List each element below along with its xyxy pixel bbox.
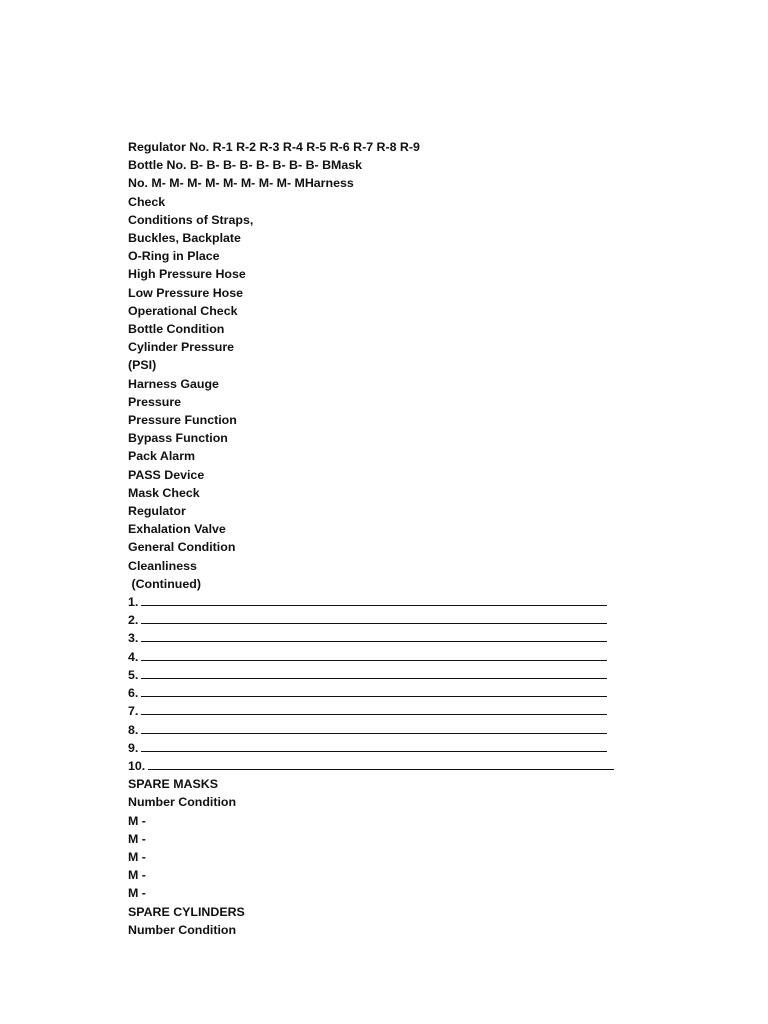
blank-line-item (128, 757, 648, 775)
cylinder-pressure-label: Cylinder Pressure (128, 340, 235, 355)
o-ring-label: O-Ring in Place (128, 249, 220, 264)
blank-line-item (128, 648, 648, 666)
bottle-numbers-line: Bottle No. B- B- B- B- B- B- B- B- BMask (128, 158, 363, 173)
blank-line-item (128, 739, 648, 757)
spare-masks-header: Number Condition (128, 795, 237, 810)
bypass-function-label: Bypass Function (128, 431, 228, 446)
spare-cylinders-section (128, 903, 648, 939)
blank-line-item (128, 629, 648, 647)
fill-in-blank[interactable] (141, 721, 607, 734)
fill-in-blank[interactable] (141, 611, 607, 624)
line-number: 4. (128, 649, 139, 664)
fill-in-blank[interactable] (141, 702, 607, 715)
check-label: Check (128, 194, 166, 209)
fill-in-blank[interactable] (141, 629, 607, 642)
checklist-block (128, 138, 648, 593)
document-page (128, 138, 648, 939)
spare-masks-title: SPARE MASKS (128, 777, 218, 792)
pressure-label: Pressure (128, 394, 182, 409)
continued-label: (Continued) (128, 576, 201, 591)
spare-mask-row: M - (128, 886, 146, 901)
blank-line-item (128, 721, 648, 739)
fill-in-blank[interactable] (141, 666, 607, 679)
mask-check-label: Mask Check (128, 485, 200, 500)
line-number: 3. (128, 631, 139, 646)
fill-in-blank[interactable] (141, 593, 607, 606)
regulator-numbers-line: Regulator No. R-1 R-2 R-3 R-4 R-5 R-6 R-7 R-8 R-9 (128, 140, 420, 154)
harness-gauge-label: Harness Gauge (128, 376, 219, 391)
spare-mask-row: M - (128, 831, 146, 846)
spare-mask-row: M - (128, 868, 146, 883)
fill-in-blank[interactable] (141, 648, 607, 661)
fill-in-blank[interactable] (148, 757, 614, 770)
high-pressure-hose-label: High Pressure Hose (128, 267, 246, 282)
operational-check-label: Operational Check (128, 303, 238, 318)
buckles-backplate-label: Buckles, Backplate (128, 231, 241, 246)
spare-mask-row: M - (128, 813, 146, 828)
blank-line-item (128, 666, 648, 684)
fill-in-blank[interactable] (141, 739, 607, 752)
mask-numbers-line: No. M- M- M- M- M- M- M- M- MHarness (128, 176, 354, 191)
bottle-condition-label: Bottle Condition (128, 322, 225, 337)
spare-cylinders-header: Number Condition (128, 922, 237, 937)
line-number: 2. (128, 613, 139, 628)
pack-alarm-label: Pack Alarm (128, 449, 196, 464)
spare-mask-row: M - (128, 849, 146, 864)
blank-line-item (128, 593, 648, 611)
line-number: 1. (128, 595, 139, 610)
general-condition-label: General Condition (128, 540, 236, 555)
line-number: 7. (128, 704, 139, 719)
line-number: 5. (128, 667, 139, 682)
blank-line-item (128, 684, 648, 702)
pass-device-label: PASS Device (128, 467, 205, 482)
psi-label: (PSI) (128, 358, 157, 373)
line-number: 10. (128, 758, 146, 773)
low-pressure-hose-label: Low Pressure Hose (128, 285, 244, 300)
blank-line-item (128, 611, 648, 629)
regulator-label: Regulator (128, 504, 186, 519)
cleanliness-label: Cleanliness (128, 558, 197, 573)
spare-masks-section (128, 775, 648, 902)
line-number: 6. (128, 686, 139, 701)
spare-cylinders-title: SPARE CYLINDERS (128, 904, 245, 919)
straps-condition-label: Conditions of Straps, (128, 212, 254, 227)
blank-line-item (128, 702, 648, 720)
line-number: 9. (128, 740, 139, 755)
exhalation-valve-label: Exhalation Valve (128, 522, 226, 537)
numbered-blank-lines (128, 593, 648, 775)
pressure-function-label: Pressure Function (128, 413, 237, 428)
fill-in-blank[interactable] (141, 684, 607, 697)
line-number: 8. (128, 722, 139, 737)
